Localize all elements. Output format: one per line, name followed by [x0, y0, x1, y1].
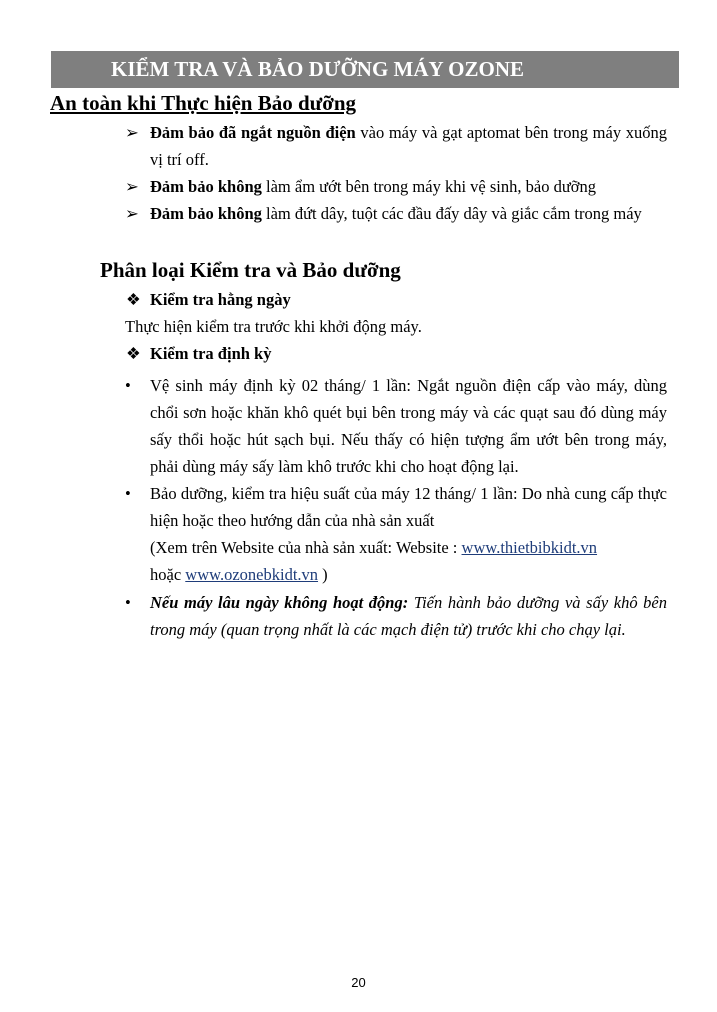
- periodic-item-bold: Nếu máy lâu ngày không hoạt động:: [150, 593, 409, 612]
- website-link-thietbibkidt[interactable]: www.thietbibkidt.vn: [461, 538, 598, 557]
- website-or: hoặc: [150, 565, 186, 584]
- website-prefix: (Xem trên Website của nhà sản xuất: Website :: [150, 538, 462, 557]
- periodic-item: [125, 589, 667, 643]
- daily-check-label-text: Kiểm tra hằng ngày: [150, 290, 291, 309]
- periodic-item-text: Bảo dưỡng, kiểm tra hiệu suất của máy 12 tháng/ 1 lần: Do nhà cung cấp thực hiện hoặc theo hướng dẫn của nhà sản xuất: [150, 484, 667, 530]
- safety-item: [125, 119, 667, 173]
- safety-item-bold: Đảm bảo đã ngắt nguồn điện: [150, 123, 356, 142]
- periodic-item: [125, 480, 667, 588]
- bullet-icon: •: [125, 593, 131, 612]
- page-title-bar: [51, 51, 679, 88]
- diamond-bullet-icon: ❖: [126, 290, 141, 309]
- periodic-item-text: Vệ sinh máy định kỳ 02 tháng/ 1 lần: Ngắt nguồn điện cấp vào máy, dùng chổi sơn hoặc khăn khô quét bụi bên trong máy và các quạt sau đó dùng máy sấy thổi hoặc hút sạch bụi. Nếu thấy có hiện tượng ẩm ướt bên trong máy, phải dùng máy sấy làm khô trước khi cho hoạt động lại.: [150, 376, 667, 476]
- page-title: KIỂM TRA VÀ BẢO DƯỠNG MÁY OZONE: [111, 57, 525, 81]
- classification-heading: Phân loại Kiểm tra và Bảo dưỡng: [100, 258, 401, 282]
- daily-check-label: [126, 288, 291, 312]
- diamond-bullet-icon: ❖: [126, 344, 141, 363]
- safety-heading: An toàn khi Thực hiện Bảo dưỡng: [50, 91, 357, 115]
- safety-item-text: vào máy và gạt aptomat bên trong máy xuống vị trí off.: [150, 123, 667, 169]
- website-link-ozonebkidt[interactable]: www.ozonebkidt.vn: [185, 565, 319, 584]
- safety-item: [125, 200, 667, 227]
- website-suffix: ): [318, 565, 328, 584]
- arrow-bullet-icon: ➢: [125, 204, 139, 223]
- safety-item: [125, 173, 667, 200]
- safety-item-bold: Đảm bảo không: [150, 204, 262, 223]
- periodic-item-text: Tiến hành bảo dưỡng và sấy khô bên trong máy (quan trọng nhất là các mạch điện tử) trước khi cho chạy lại.: [150, 593, 667, 639]
- daily-check-text: Thực hiện kiểm tra trước khi khởi động máy.: [125, 317, 422, 336]
- periodic-check-label-text: Kiểm tra định kỳ: [150, 344, 272, 363]
- arrow-bullet-icon: ➢: [125, 177, 139, 196]
- periodic-item: [125, 372, 667, 480]
- bullet-icon: •: [125, 376, 131, 395]
- safety-item-text: làm ẩm ướt bên trong máy khi vệ sinh, bảo dưỡng: [261, 177, 596, 196]
- page-number: 20: [351, 975, 366, 990]
- safety-item-text: làm đứt dây, tuột các đầu đấy dây và giắc cắm trong máy: [261, 204, 642, 223]
- bullet-icon: •: [125, 484, 131, 503]
- periodic-check-label: [126, 342, 272, 366]
- safety-item-bold: Đảm bảo không: [150, 177, 262, 196]
- arrow-bullet-icon: ➢: [125, 123, 139, 142]
